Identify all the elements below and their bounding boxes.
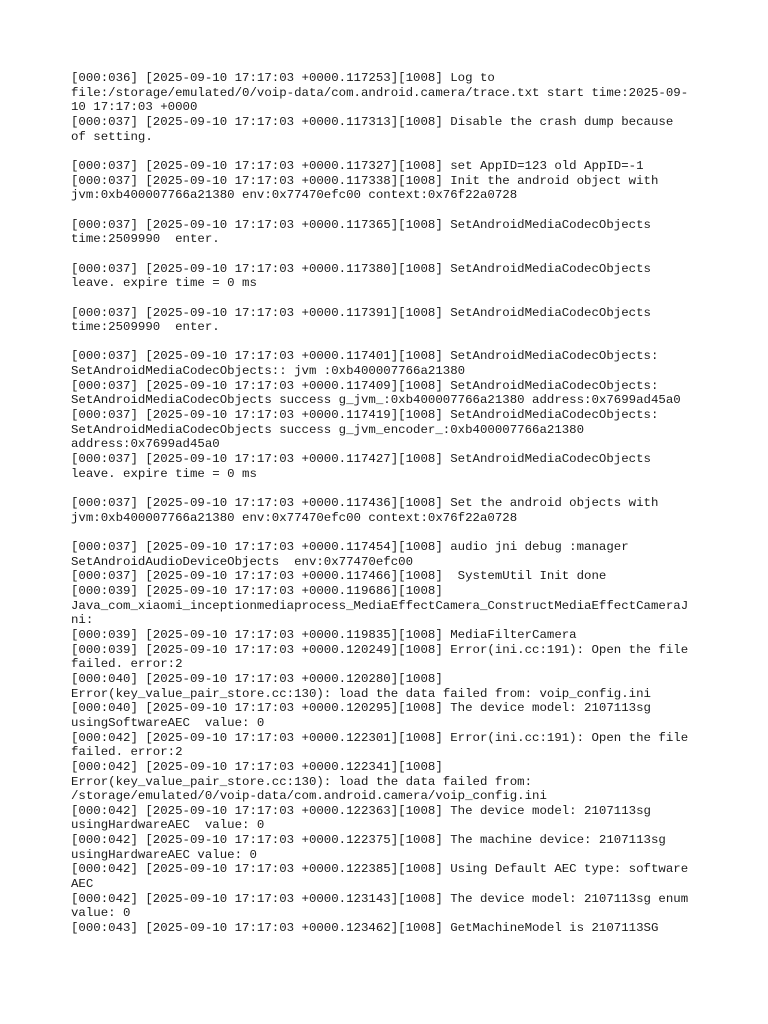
log-line: SetAndroidMediaCodecObjects:: jvm :0xb400007766a21380 [71, 364, 466, 379]
log-line: failed. error:2 [71, 657, 183, 672]
log-line: usingHardwareAEC value: 0 [71, 847, 257, 862]
log-line: jvm:0xb400007766a21380 env:0x77470efc00 context:0x76f22a0728 [71, 188, 518, 203]
log-blank-line [71, 335, 711, 350]
log-line: leave. expire time = 0 ms [71, 276, 257, 291]
log-line: leave. expire time = 0 ms [71, 466, 257, 481]
log-blank-line [71, 144, 711, 159]
log-line: [000:042] [2025-09-10 17:17:03 +0000.122385][1008] Using Default AEC type: software [71, 862, 689, 877]
log-line: /storage/emulated/0/voip-data/com.android.camera/voip_config.ini [71, 789, 547, 804]
log-line: [000:043] [2025-09-10 17:17:03 +0000.123462][1008] GetMachineModel is 2107113SG [71, 921, 659, 936]
trace-log-text [71, 71, 711, 936]
log-line: Java_com_xiaomi_inceptionmediaprocess_MediaEffectCamera_ConstructMediaEffectCameraJ [71, 598, 689, 613]
log-line: time:2509990 enter. [71, 320, 220, 335]
log-line: Error(key_value_pair_store.cc:130): load the data failed from: voip_config.ini [71, 686, 651, 701]
log-line: [000:042] [2025-09-10 17:17:03 +0000.122301][1008] Error(ini.cc:191): Open the file [71, 730, 689, 745]
log-line: [000:042] [2025-09-10 17:17:03 +0000.122363][1008] The device model: 2107113sg [71, 803, 651, 818]
log-line: address:0x7699ad45a0 [71, 437, 220, 452]
log-blank-line [71, 481, 711, 496]
log-blank-line [71, 247, 711, 262]
log-line: [000:037] [2025-09-10 17:17:03 +0000.117401][1008] SetAndroidMediaCodecObjects: [71, 349, 659, 364]
log-line: AEC [71, 877, 94, 892]
log-line: [000:042] [2025-09-10 17:17:03 +0000.123143][1008] The device model: 2107113sg enum [71, 891, 689, 906]
log-line: [000:037] [2025-09-10 17:17:03 +0000.117427][1008] SetAndroidMediaCodecObjects [71, 452, 651, 467]
log-line: [000:040] [2025-09-10 17:17:03 +0000.120295][1008] The device model: 2107113sg [71, 701, 651, 716]
log-line: [000:039] [2025-09-10 17:17:03 +0000.119835][1008] MediaFilterCamera [71, 627, 577, 642]
log-line: [000:037] [2025-09-10 17:17:03 +0000.117313][1008] Disable the crash dump because [71, 114, 674, 129]
log-blank-line [71, 525, 711, 540]
log-line: SetAndroidAudioDeviceObjects env:0x77470efc00 [71, 554, 414, 569]
log-line: [000:037] [2025-09-10 17:17:03 +0000.117466][1008] SystemUtil Init done [71, 569, 607, 584]
log-line: usingSoftwareAEC value: 0 [71, 715, 265, 730]
log-line: [000:037] [2025-09-10 17:17:03 +0000.117419][1008] SetAndroidMediaCodecObjects: [71, 408, 659, 423]
log-line: [000:037] [2025-09-10 17:17:03 +0000.117409][1008] SetAndroidMediaCodecObjects: [71, 378, 659, 393]
log-line: [000:037] [2025-09-10 17:17:03 +0000.117436][1008] Set the android objects with [71, 496, 659, 511]
log-page [71, 71, 711, 936]
log-line: failed. error:2 [71, 745, 183, 760]
log-line: value: 0 [71, 906, 131, 921]
log-line: [000:037] [2025-09-10 17:17:03 +0000.117327][1008] set AppID=123 old AppID=-1 [71, 158, 644, 173]
log-line: jvm:0xb400007766a21380 env:0x77470efc00 context:0x76f22a0728 [71, 510, 518, 525]
log-line: [000:037] [2025-09-10 17:17:03 +0000.117391][1008] SetAndroidMediaCodecObjects [71, 305, 651, 320]
log-line: [000:037] [2025-09-10 17:17:03 +0000.117380][1008] SetAndroidMediaCodecObjects [71, 261, 651, 276]
log-line: of setting. [71, 129, 153, 144]
log-blank-line [71, 291, 711, 306]
log-line: file:/storage/emulated/0/voip-data/com.android.camera/trace.txt start time:2025-09- [71, 85, 689, 100]
log-line: [000:036] [2025-09-10 17:17:03 +0000.117253][1008] Log to [71, 71, 495, 85]
log-line: usingHardwareAEC value: 0 [71, 818, 265, 833]
log-line: [000:040] [2025-09-10 17:17:03 +0000.120280][1008] [71, 671, 443, 686]
log-line: SetAndroidMediaCodecObjects success g_jvm_encoder_:0xb400007766a21380 [71, 422, 585, 437]
log-line: [000:042] [2025-09-10 17:17:03 +0000.122375][1008] The machine device: 2107113sg [71, 833, 666, 848]
log-line: 10 17:17:03 +0000 [71, 100, 198, 115]
log-line: [000:039] [2025-09-10 17:17:03 +0000.119686][1008] [71, 583, 443, 598]
log-line: ni: [71, 613, 94, 628]
log-line: [000:037] [2025-09-10 17:17:03 +0000.117338][1008] Init the android object with [71, 173, 659, 188]
log-line: [000:037] [2025-09-10 17:17:03 +0000.117365][1008] SetAndroidMediaCodecObjects [71, 217, 651, 232]
log-line: [000:037] [2025-09-10 17:17:03 +0000.117454][1008] audio jni debug :manager [71, 540, 629, 554]
log-line: [000:039] [2025-09-10 17:17:03 +0000.120249][1008] Error(ini.cc:191): Open the file [71, 642, 689, 657]
log-line: [000:042] [2025-09-10 17:17:03 +0000.122341][1008] [71, 759, 443, 774]
log-line: Error(key_value_pair_store.cc:130): load the data failed from: [71, 774, 533, 789]
log-line: SetAndroidMediaCodecObjects success g_jvm_:0xb400007766a21380 address:0x7699ad45a0 [71, 393, 681, 408]
log-blank-line [71, 203, 711, 218]
log-line: time:2509990 enter. [71, 232, 220, 247]
